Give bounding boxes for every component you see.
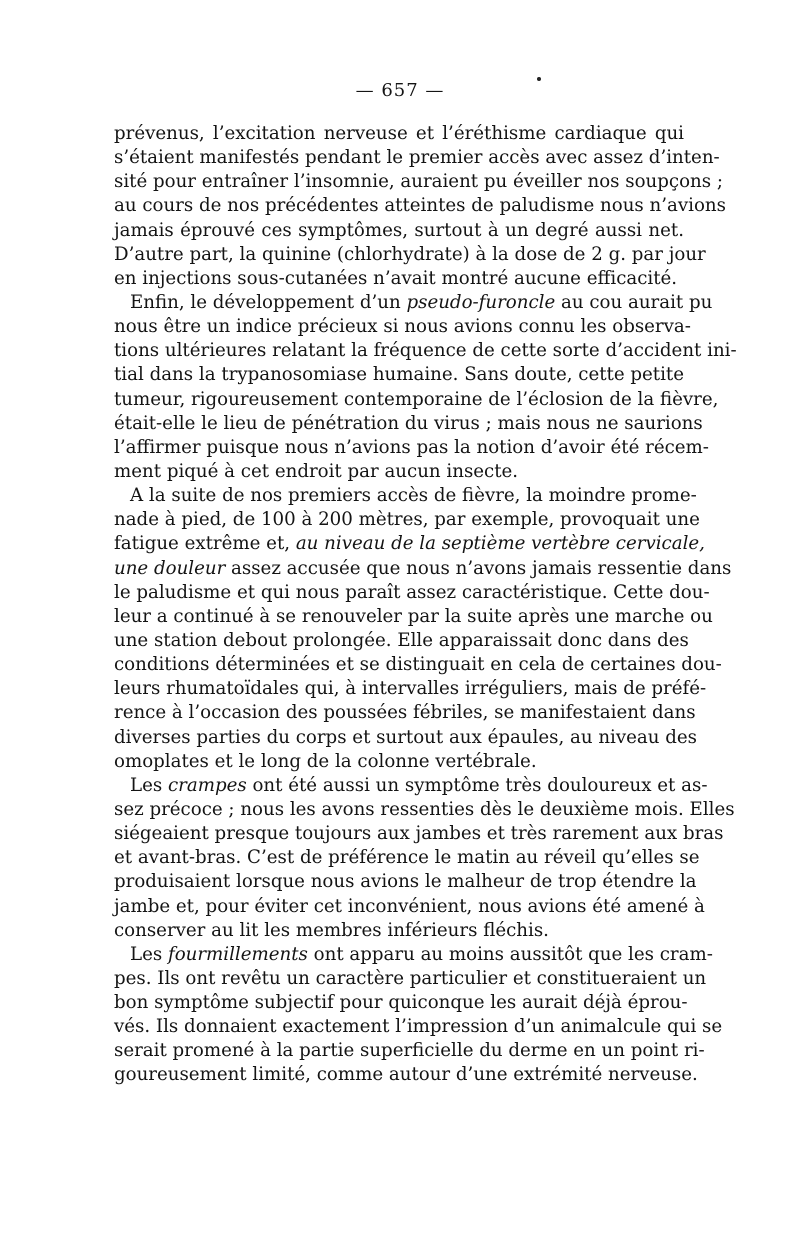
text-line: une station debout prolongée. Elle apparaissait donc dans des <box>114 629 689 651</box>
text-line: jambe et, pour éviter cet inconvénient, nous avions été amené à <box>114 895 705 917</box>
text-line: et avant-bras. C’est de préférence le matin au réveil qu’elles se <box>114 847 700 869</box>
text-line: fatigue extrême et, au niveau de la septième vertèbre cervicale, <box>114 533 705 555</box>
italic-term: une douleur <box>114 557 226 579</box>
text-line: Les crampes ont été aussi un symptôme très douloureux et as- <box>130 774 708 796</box>
text-line: tions ultérieures relatant la fréquence de cette sorte d’accident ini- <box>114 340 737 362</box>
text-line: bon symptôme subjectif pour quiconque les aurait déjà éprou- <box>114 992 688 1014</box>
text-line: sez précoce ; nous les avons ressenties dès le deuxième mois. Elles <box>114 798 735 820</box>
text-line: diverses parties du corps et surtout aux épaules, au niveau des <box>114 726 697 748</box>
text-line: produisaient lorsque nous avions le malheur de trop étendre la <box>114 871 697 893</box>
text-line: rence à l’occasion des poussées fébriles, se manifestaient dans <box>114 702 696 724</box>
italic-term: crampes <box>167 774 247 796</box>
text-line: conditions déterminées et se distinguait en cela de certaines dou- <box>114 654 722 676</box>
text-line: tial dans la trypanosomiase humaine. Sans doute, cette petite <box>114 364 684 386</box>
text-line: vés. Ils donnaient exactement l’impression d’un animalcule qui se <box>114 1016 723 1038</box>
text-line: le paludisme et qui nous paraît assez caractéristique. Cette dou- <box>114 581 710 603</box>
text-line: Enfin, le développement d’un pseudo-furoncle au cou aurait pu <box>130 291 713 313</box>
text-line: pes. Ils ont revêtu un caractère particulier et constitueraient un <box>114 967 707 989</box>
text-line: une douleur assez accusée que nous n’avons jamais ressentie dans <box>114 557 732 579</box>
text-line: jamais éprouvé ces symptômes, surtout à un degré aussi net. <box>114 219 684 241</box>
ink-speck <box>537 77 541 81</box>
text-line: A la suite de nos premiers accès de fièvre, la moindre prome- <box>130 485 697 507</box>
text-line: conserver au lit les membres inférieurs fléchis. <box>114 919 549 941</box>
text-line: leur a continué à se renouveler par la suite après une marche ou <box>114 605 713 627</box>
text-line: s’étaient manifestés pendant le premier accès avec assez d’inten- <box>114 147 720 169</box>
text-line: l’affirmer puisque nous n’avions pas la notion d’avoir été récem- <box>114 436 709 458</box>
text-line: sité pour entraîner l’insomnie, auraient pu éveiller nos soupçons ; <box>114 171 724 193</box>
text-line: leurs rhumatoïdales qui, à intervalles irréguliers, mais de préfé- <box>114 678 707 700</box>
text-line: nade à pied, de 100 à 200 mètres, par exemple, provoquait une <box>114 509 700 531</box>
text-line: siégeaient presque toujours aux jambes et très rarement aux bras <box>114 823 724 845</box>
text-line: ment piqué à cet endroit par aucun insecte. <box>114 460 519 482</box>
text-line: Les fourmillements ont apparu au moins aussitôt que les cram- <box>130 943 713 965</box>
text-line: serait promené à la partie superficielle du derme en un point ri- <box>114 1040 705 1062</box>
text-line: nous être un indice précieux si nous avions connu les observa- <box>114 316 691 338</box>
italic-term: au niveau de la septième vertèbre cervicale, <box>295 533 705 555</box>
italic-term: fourmillements <box>167 943 308 965</box>
italic-term: pseudo-furoncle <box>406 291 556 313</box>
text-line: était-elle le lieu de pénétration du virus ; mais nous ne saurions <box>114 412 703 434</box>
text-line: prévenus, l’excitation nerveuse et l’éréthisme cardiaque qui <box>114 123 684 144</box>
text-line: omoplates et le long de la colonne vertébrale. <box>114 750 537 772</box>
text-line: D’autre part, la quinine (chlorhydrate) à la dose de 2 g. par jour <box>114 243 706 265</box>
text-line: goureusement limité, comme autour d’une extrémité nerveuse. <box>114 1064 698 1086</box>
text-line: au cours de nos précédentes atteintes de paludisme nous n’avions <box>114 195 726 217</box>
body-text <box>114 122 737 1088</box>
text-line: en injections sous-cutanées n’avait montré aucune efficacité. <box>114 267 678 289</box>
text-line: tumeur, rigoureusement contemporaine de l’éclosion de la fièvre, <box>114 388 719 410</box>
page-number: — 657 — <box>355 80 445 101</box>
